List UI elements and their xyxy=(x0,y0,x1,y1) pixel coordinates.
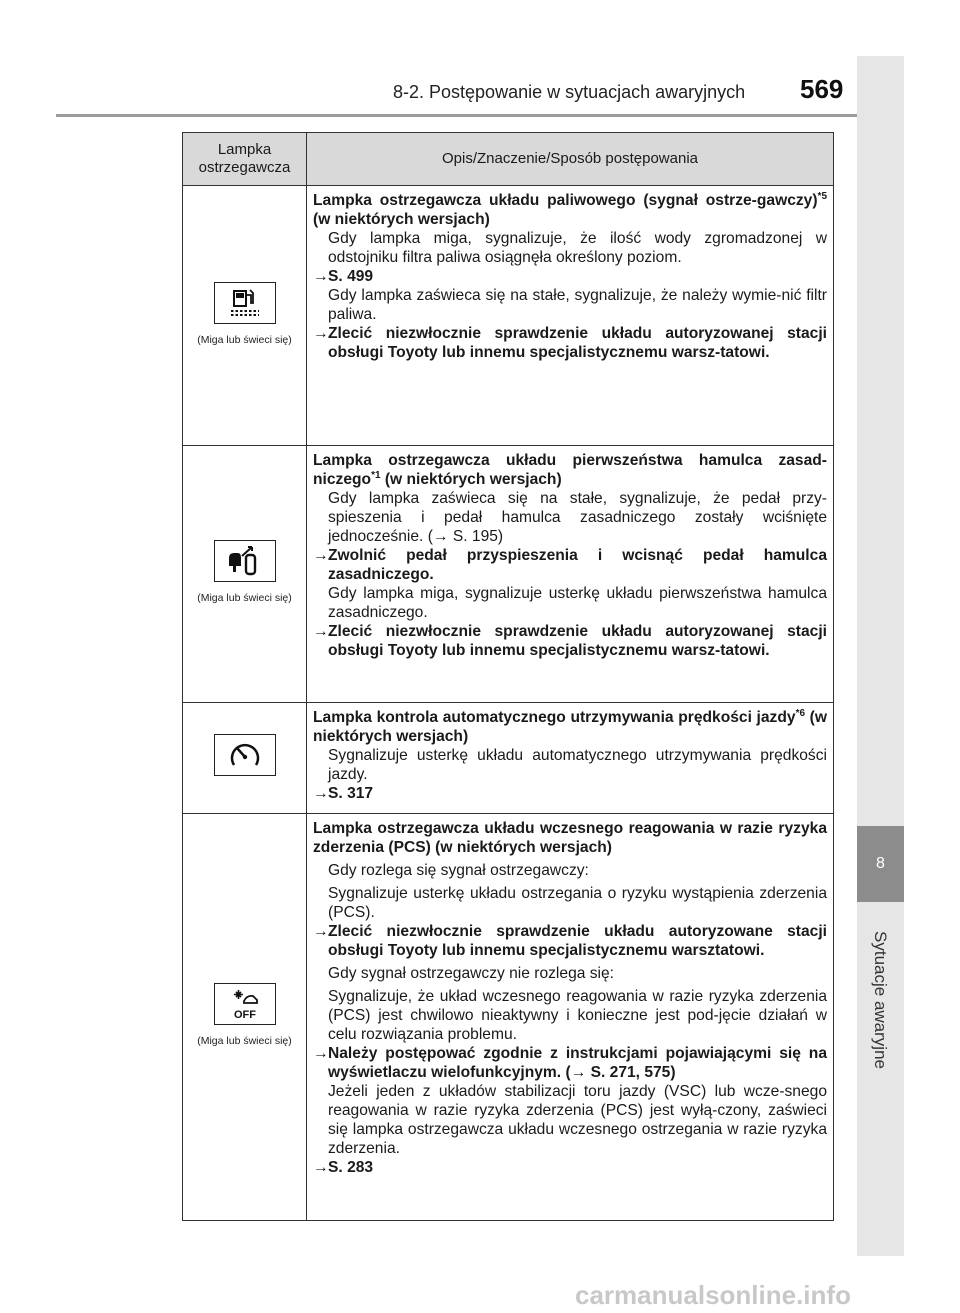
row-paragraph: Sygnalizuje usterkę układu ostrzegania o ryzyku wystąpienia zderzenia (PCS). xyxy=(328,885,827,921)
arrow-icon: → xyxy=(313,623,329,640)
header-rule xyxy=(56,114,857,117)
icon-cell xyxy=(183,703,307,814)
brake-override-warning-icon xyxy=(214,540,276,582)
row-paragraph: Gdy lampka zaświeca się na stałe, sygnalizuje, że pedał przy-spieszenia i pedał hamulca zasadniczego zostały wciśnięte jednocześnie. (→ S. 195) xyxy=(328,490,827,545)
icon-cell xyxy=(183,186,307,446)
row-paragraph: Jeżeli jeden z układów stabilizacji toru jazdy (VSC) lub wcze-snego reagowania w razie ryzyka zderzenia (PCS) jest wyłą-czony, zaświeci się lampka ostrzegawcza układu wczesnego ostrzegania w razie ryzyka zderzenia. xyxy=(328,1083,827,1157)
row-action: → S. 499 xyxy=(313,268,374,285)
row-action: → Zlecić niezwłocznie sprawdzenie układu autoryzowanej stacji obsługi Toyoty lub innemu specjalistycznemu warsz-tatowi. xyxy=(313,325,827,361)
icon-cell xyxy=(183,446,307,703)
description-cell xyxy=(307,814,834,1221)
table-row xyxy=(183,703,834,814)
pcs-off-label: OFF xyxy=(233,1009,256,1021)
row-action: → Zlecić niezwłocznie sprawdzenie układu autoryzowanej stacji obsługi Toyoty lub innemu specjalistycznemu warsz-tatowi. xyxy=(313,623,827,659)
header-description: Opis/Znaczenie/Sposób postępowania xyxy=(307,133,834,186)
table-row xyxy=(183,186,834,446)
icon-note: (Miga lub świeci się) xyxy=(197,592,292,604)
row-paragraph: Gdy lampka zaświeca się na stałe, sygnalizuje, że należy wymie-nić filtr paliwa. xyxy=(328,287,827,323)
row-title: Lampka ostrzegawcza układu pierwszeństwa hamulca zasad-niczego$^{*1}$ (w niektórych wersjach) xyxy=(313,452,827,488)
cruise-control-indicator-icon xyxy=(214,734,276,776)
description-cell xyxy=(307,186,834,446)
page-number: 569 xyxy=(800,74,844,104)
pcs-off-warning-icon xyxy=(214,983,276,1025)
watermark: carmanualsonline.info xyxy=(575,1280,851,1310)
table-header-row xyxy=(183,133,834,186)
arrow-icon: → xyxy=(313,268,329,285)
arrow-icon: → xyxy=(432,528,449,545)
side-chapter-strip xyxy=(857,56,904,1256)
arrow-icon: → xyxy=(570,1064,587,1081)
row-action: → S. 317 xyxy=(313,785,374,802)
arrow-icon: → xyxy=(313,923,329,940)
row-title: Lampka ostrzegawcza układu wczesnego reagowania w razie ryzyka zderzenia (PCS) (w niektórych wersjach) xyxy=(313,820,827,856)
arrow-icon: → xyxy=(313,1159,329,1176)
chapter-number-tab: 8 xyxy=(857,826,904,902)
warning-lights-table xyxy=(182,132,834,1221)
header-warning-light: Lampka ostrzegawcza xyxy=(183,133,307,186)
section-title: 8-2. Postępowanie w sytuacjach awaryjnych xyxy=(393,82,746,102)
row-paragraph: Gdy rozlega się sygnał ostrzegawczy: xyxy=(328,862,589,879)
row-paragraph: Gdy sygnał ostrzegawczy nie rozlega się: xyxy=(328,965,615,982)
row-title: Lampka kontrola automatycznego utrzymywania prędkości jazdy$^{*6}$ (w niektórych wersjach) xyxy=(313,707,827,745)
arrow-icon: → xyxy=(313,325,329,342)
arrow-icon: → xyxy=(313,785,329,802)
row-action: → S. 283 xyxy=(313,1159,374,1176)
row-title: Lampka ostrzegawcza układu paliwowego (sygnał ostrze-gawczy)$^{*5}$ (w niektórych wersjach) xyxy=(313,190,827,228)
row-action: → Należy postępować zgodnie z instrukcjami pojawiającymi się na wyświetlaczu wielofunkcyjnym. (→ S. 271, 575) xyxy=(313,1045,827,1081)
fuel-filter-warning-icon xyxy=(214,282,276,324)
row-paragraph: Gdy lampka miga, sygnalizuje usterkę układu pierwszeństwa hamulca zasadniczego. xyxy=(328,585,827,621)
row-paragraph: Sygnalizuje usterkę układu automatycznego utrzymywania prędkości jazdy. xyxy=(328,747,827,783)
icon-note: (Miga lub świeci się) xyxy=(197,1035,292,1047)
icon-cell xyxy=(183,814,307,1221)
chapter-label: Sytuacje awaryjne xyxy=(871,931,890,1069)
row-paragraph: Gdy lampka miga, sygnalizuje, że ilość wody zgromadzonej w odstojniku filtra paliwa osiągnęła określony poziom. xyxy=(328,230,827,266)
arrow-icon: → xyxy=(313,1045,329,1062)
icon-note: (Miga lub świeci się) xyxy=(197,333,292,346)
table-row xyxy=(183,446,834,703)
description-cell xyxy=(307,446,834,703)
description-cell xyxy=(307,703,834,814)
row-action: → Zwolnić pedał przyspieszenia i wcisnąć pedał hamulca zasadniczego. xyxy=(313,547,827,583)
table-row xyxy=(183,814,834,1221)
row-action: → Zlecić niezwłocznie sprawdzenie układu autoryzowane stacji obsługi Toyoty lub innemu specjalistycznemu warsztatowi. xyxy=(313,923,827,959)
arrow-icon: → xyxy=(313,547,329,564)
row-paragraph: Sygnalizuje, że układ wczesnego reagowania w razie ryzyka zderzenia (PCS) jest chwilowo nieaktywny i konieczne jest pod-jęcie działań w celu rozwiązania problemu. xyxy=(328,988,827,1043)
